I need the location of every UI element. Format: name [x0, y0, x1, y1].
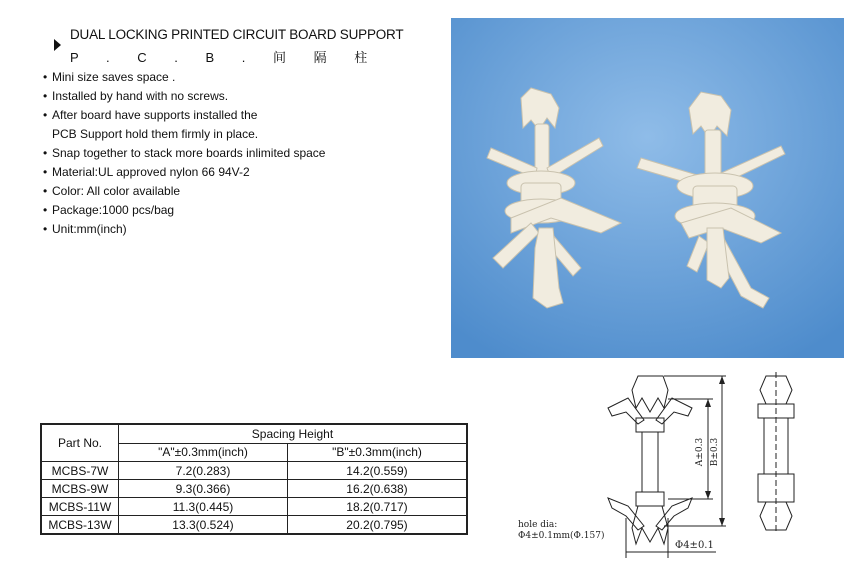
feature-item: PCB Support hold them firmly in place. — [52, 127, 259, 141]
cell-b: 16.2(0.638) — [288, 480, 468, 498]
feature-item: • Snap together to stack more boards inlimited space — [43, 146, 326, 160]
hole-dia-label: hole dia: Φ4±0.1mm(Φ.157) — [518, 520, 605, 541]
feature-item: • After board have supports installed the — [43, 108, 258, 122]
title-chinese: P . C . B . 间 隔 柱 — [70, 50, 380, 65]
header-b: "B"±0.3mm(inch) — [288, 443, 468, 462]
cell-part: MCBS-13W — [41, 516, 119, 535]
feature-item: • Mini size saves space . — [43, 70, 176, 84]
cell-part: MCBS-11W — [41, 498, 119, 516]
header-part-no: Part No. — [41, 424, 119, 462]
product-photo — [451, 18, 844, 358]
feature-item: • Material:UL approved nylon 66 94V-2 — [43, 165, 250, 179]
feature-item: • Installed by hand with no screws. — [43, 89, 229, 103]
cell-b: 20.2(0.795) — [288, 516, 468, 535]
table-row — [41, 480, 467, 498]
title-english: DUAL LOCKING PRINTED CIRCUIT BOARD SUPPORT — [70, 27, 404, 42]
table-row — [41, 498, 467, 516]
feature-item: • Package:1000 pcs/bag — [43, 203, 175, 217]
cell-a: 13.3(0.524) — [119, 516, 288, 535]
cell-b: 14.2(0.559) — [288, 462, 468, 480]
header-spacing-height: Spacing Height — [119, 424, 468, 443]
cell-a: 9.3(0.366) — [119, 480, 288, 498]
cell-part: MCBS-7W — [41, 462, 119, 480]
cell-b: 18.2(0.717) — [288, 498, 468, 516]
feature-list — [43, 68, 325, 239]
feature-item: • Unit:mm(inch) — [43, 222, 127, 236]
cell-a: 11.3(0.445) — [119, 498, 288, 516]
dim-b-label: B±0.3 — [710, 437, 720, 467]
spec-table — [40, 423, 468, 535]
table-row — [41, 462, 467, 480]
title-arrow-icon — [54, 39, 61, 51]
cell-part: MCBS-9W — [41, 480, 119, 498]
cell-a: 7.2(0.283) — [119, 462, 288, 480]
feature-item: • Color: All color available — [43, 184, 181, 198]
header-a: "A"±0.3mm(inch) — [119, 443, 288, 462]
technical-drawing — [508, 368, 828, 573]
table-row — [41, 516, 467, 535]
width-dimension-label: Φ4±0.1 — [675, 540, 714, 551]
dim-a-label: A±0.3 — [695, 437, 705, 467]
